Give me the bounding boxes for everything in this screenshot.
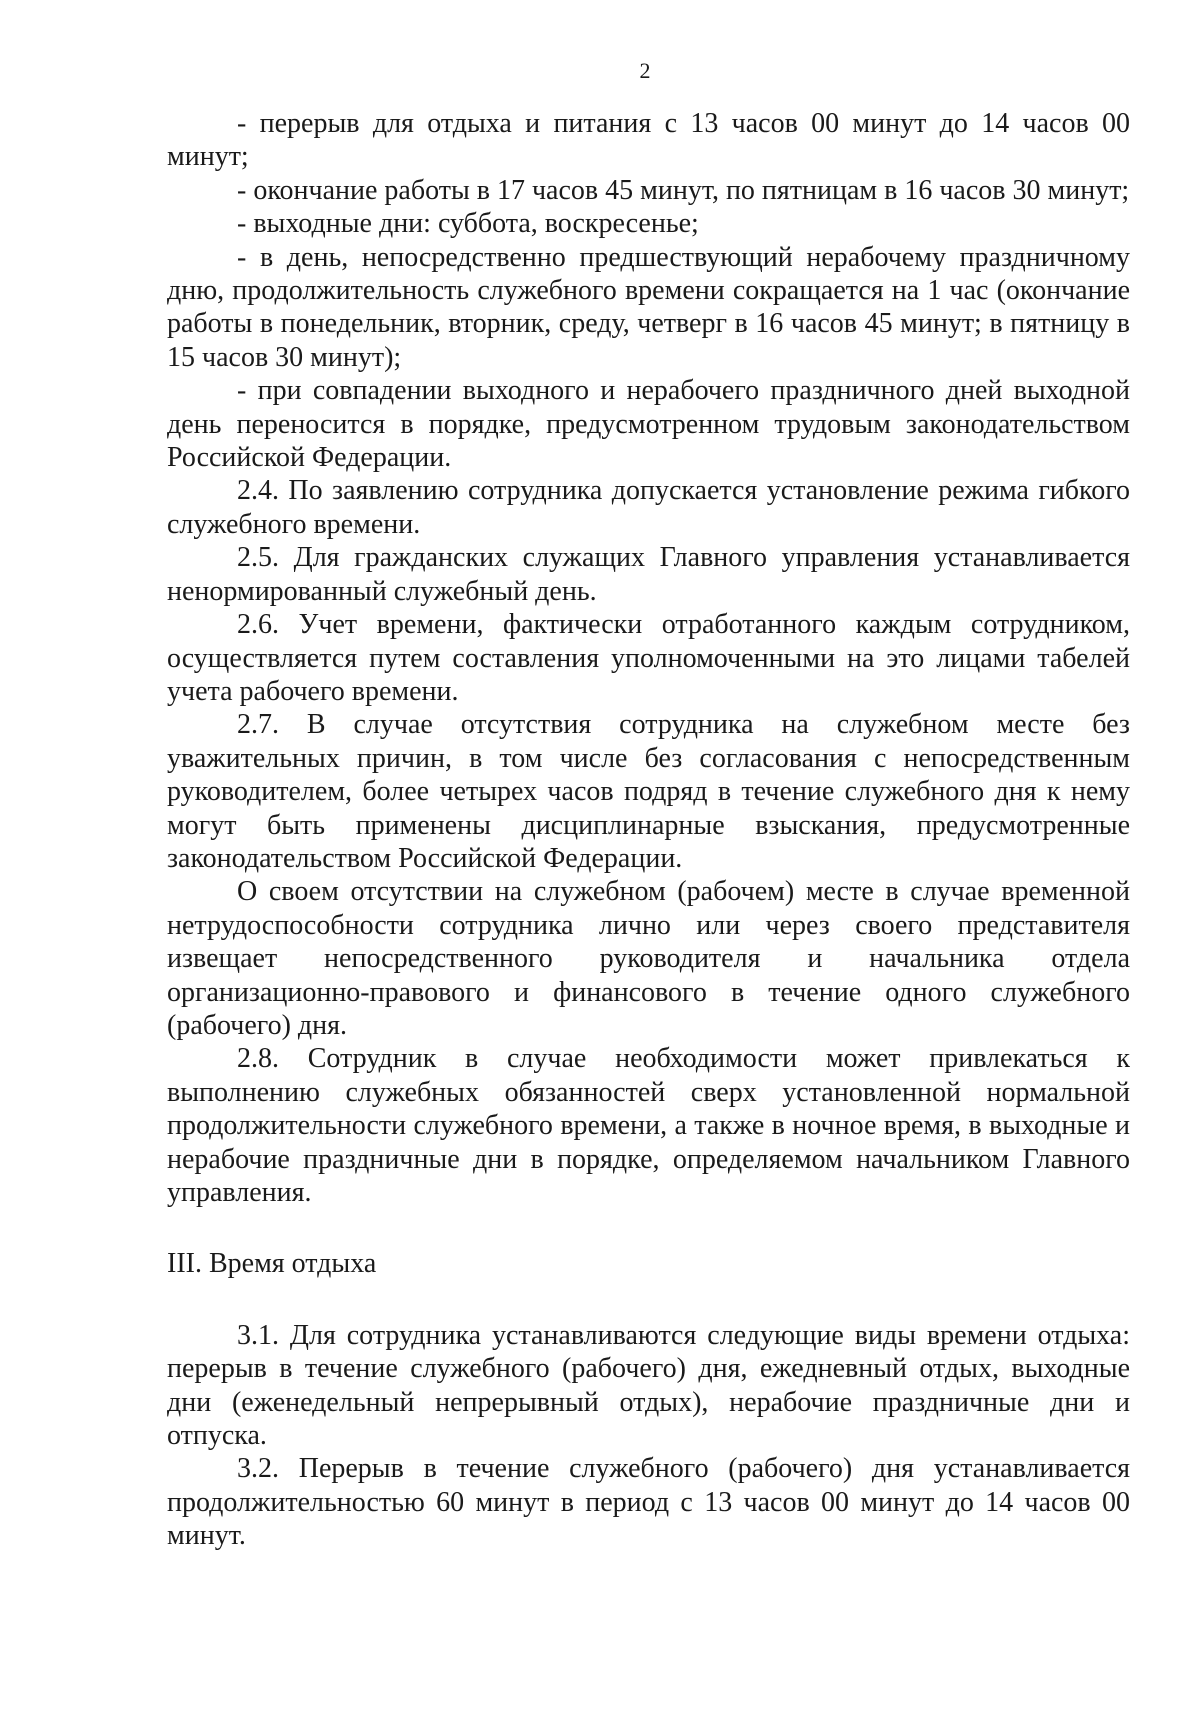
paragraph-2-7: 2.7. В случае отсутствия сотрудника на служебном месте без уважительных причин, в том числе без согласования с непосредственным руководителем, более четырех часов подряд в течение служебного дня к нему могут быть применены дисциплинарные взыскания, предусмотренные законодательством Российской Федерации. [167,709,1130,874]
document-body [167,107,1130,1553]
section-heading: III. Время отдыха [167,1248,377,1280]
paragraph-end-of-work: - окончание работы в 17 часов 45 минут, по пятницам в 16 часов 30 минут; [237,174,1130,206]
paragraph-2-6: 2.6. Учет времени, фактически отработанного каждым сотрудником, осуществляется путем составления уполномоченными на это лицами табелей учета рабочего времени. [167,609,1130,707]
paragraph-2-5: 2.5. Для гражданских служащих Главного управления устанавливается ненормированный служебный день. [167,542,1130,607]
paragraph-3-2: 3.2. Перерыв в течение служебного (рабочего) дня устанавливается продолжительностью 60 минут в период с 13 часов 00 минут до 14 часов 00 минут. [167,1453,1130,1552]
paragraph-absence-notice: О своем отсутствии на служебном (рабочем) месте в случае временной нетрудоспособности сотрудника лично или через своего представителя извещает непосредственного руководителя и начальника отдела организационно-правового и финансового в течение одного служебного (рабочего) дня. [167,876,1130,1041]
paragraph-2-8: 2.8. Сотрудник в случае необходимости может привлекаться к выполнению служебных обязанностей сверх установленной нормальной продолжительности служебного времени, а также в ночное время, в выходные и нерабочие праздничные дни в порядке, определяемом начальником Главного управления. [167,1043,1130,1208]
paragraph-pre-holiday: - в день, непосредственно предшествующий нерабочему праздничному дню, продолжительность служебного времени сокращается на 1 час (окончание работы в понедельник, вторник, среду, четверг в 16 часов 45 минут; в пятницу в 15 часов 30 минут); [167,241,1130,373]
paragraph-holiday-transfer: - при совпадении выходного и нерабочего праздничного дней выходной день переносится в порядке, предусмотренном трудовым законодательством Российской Федерации. [167,375,1130,474]
paragraph-days-off: - выходные дни: суббота, воскресенье; [237,208,699,240]
paragraph-3-1: 3.1. Для сотрудника устанавливаются следующие виды времени отдыха: перерыв в течение служебного (рабочего) дня, ежедневный отдых, выходные дни (еженедельный непрерывный отдых), нерабочие праздничные дни и отпуска. [167,1319,1130,1452]
paragraph-2-4: 2.4. По заявлению сотрудника допускается установление режима гибкого служебного времени. [167,475,1130,540]
paragraph-lunch-break: - перерыв для отдыха и питания с 13 часов 00 минут до 14 часов 00 минут; [167,108,1130,173]
page-number: 2 [639,58,651,83]
